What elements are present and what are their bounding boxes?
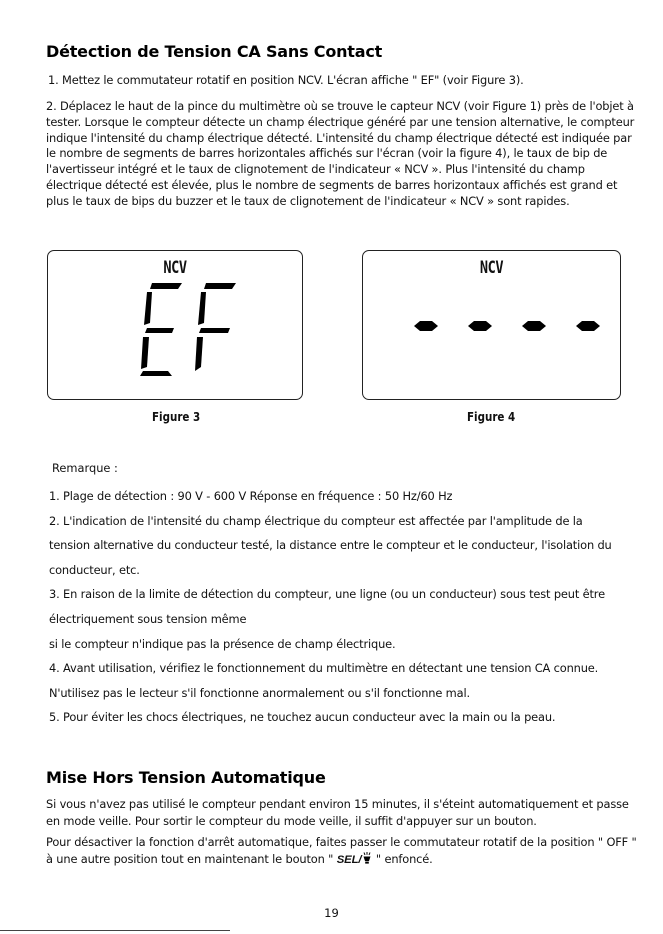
bar-segment <box>414 321 438 331</box>
light-bulb-icon <box>362 852 372 864</box>
remark-line: 1. Plage de détection : 90 V - 600 V Réponse en fréquence : 50 Hz/60 Hz <box>49 489 453 503</box>
bar-segment-display <box>411 319 601 333</box>
auto-off-text-before: Pour désactiver la fonction d'arrêt automatique, faites passer le commutateur rotatif de la position " OFF " à une autre position tout en maintenant le bouton " <box>46 835 637 866</box>
page-number: 19 <box>324 906 339 920</box>
figure-3-caption: Figure 3 <box>152 410 201 424</box>
remark-line: 2. L'indication de l'intensité du champ électrique du compteur est affectée par l'amplitude de la <box>49 513 583 528</box>
remark-line: électriquement sous tension même <box>49 611 247 626</box>
remark-list <box>49 484 637 730</box>
auto-off-paragraph-2 <box>46 834 642 868</box>
bar-segment <box>576 321 600 331</box>
ncv-indicator: NCV <box>479 258 504 278</box>
remark-heading: Remarque : <box>52 461 118 475</box>
auto-off-text-after: " enfoncé. <box>372 851 433 866</box>
section-title-auto-off: Mise Hors Tension Automatique <box>46 768 326 787</box>
remark-line: N'utilisez pas le lecteur s'il fonctionne anormalement ou s'il fonctionne mal. <box>49 685 470 700</box>
lcd-display-figure-4 <box>362 250 621 400</box>
auto-off-paragraph-1: Si vous n'avez pas utilisé le compteur pendant environ 15 minutes, il s'éteint automatiquement et passe en mode veille. Pour sortir le compteur du mode veille, il suffit d'appuyer sur un bouton. <box>46 797 629 828</box>
bar-segment <box>468 321 492 331</box>
ef-segment-display <box>140 281 240 377</box>
footer-rule <box>0 930 230 931</box>
ncv-step-1: 1. Mettez le commutateur rotatif en position NCV. L'écran affiche " EF" (voir Figure 3). <box>48 73 524 87</box>
lcd-display-figure-3 <box>47 250 303 400</box>
remark-line: tension alternative du conducteur testé, la distance entre le compteur et le conducteur, l'isolation du <box>49 538 612 553</box>
figure-4-caption: Figure 4 <box>467 410 516 424</box>
remark-line: si le compteur n'indique pas la présence de champ électrique. <box>49 636 396 651</box>
remark-line: 5. Pour éviter les chocs électriques, ne touchez aucun conducteur avec la main ou la peau. <box>49 710 556 725</box>
bar-segment <box>522 321 546 331</box>
remark-line: 4. Avant utilisation, vérifiez le fonctionnement du multimètre en détectant une tension CA connue. <box>49 661 599 676</box>
remark-line: 3. En raison de la limite de détection du compteur, une ligne (ou un conducteur) sous test peut être <box>49 587 605 602</box>
sel-button-label: SEL/ <box>336 853 362 866</box>
ncv-step-2: 2. Déplacez le haut de la pince du multimètre où se trouve le capteur NCV (voir Figure 1) près de l'objet à tester. Lorsque le compteur détecte un champ électrique généré par une tension alternative, le compteur indique l'intensité du champ électrique détecté. L'intensité du champ électrique détecté est indiquée par le nombre de segments de barres horizontales affichés sur l'écran (voir la figure 4), le taux de bip de l'avertisseur intégré et le taux de clignotement de l'indicateur « NCV ». Plus l'intensité du champ électrique détecté est élevée, plus le nombre de segments de barres horizontaux affichés est grand et plus le taux de bips du buzzer et le taux de clignotement de l'indicateur « NCV » sont rapides. <box>46 99 635 208</box>
section-title-ncv: Détection de Tension CA Sans Contact <box>46 42 383 61</box>
remark-line: conducteur, etc. <box>49 562 140 577</box>
ncv-indicator: NCV <box>163 258 187 278</box>
